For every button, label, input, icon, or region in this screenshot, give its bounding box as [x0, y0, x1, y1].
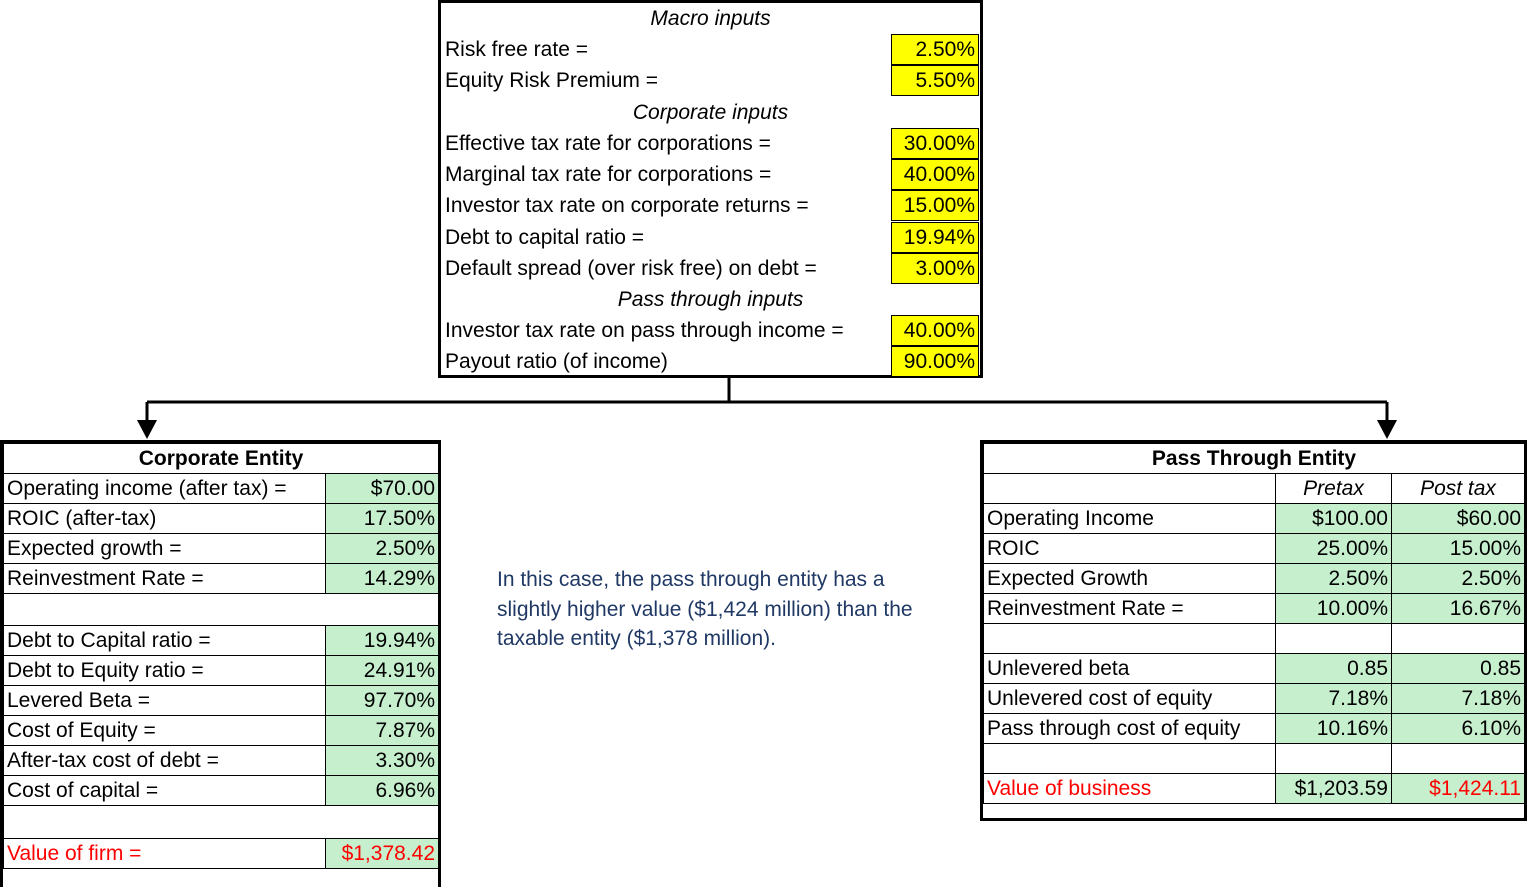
empty-cell: [984, 624, 1276, 654]
pass-through-entity-box: [980, 440, 1527, 821]
row-label: Unlevered beta: [984, 654, 1276, 684]
row-value[interactable]: 7.87%: [326, 716, 439, 746]
pretax-value[interactable]: 0.85: [1276, 654, 1392, 684]
empty-cell: [984, 744, 1276, 774]
row-label: Pass through cost of equity: [984, 714, 1276, 744]
table-row: [984, 684, 1525, 714]
corporate-entity-box: [0, 440, 441, 887]
input-label: Payout ratio (of income): [445, 350, 668, 373]
row-label: After-tax cost of debt =: [4, 746, 326, 776]
value-of-business-label: Value of business: [984, 774, 1276, 804]
row-label: Cost of Equity =: [4, 716, 326, 746]
row-label: ROIC: [984, 534, 1276, 564]
input-value[interactable]: 3.00%: [891, 253, 979, 284]
input-label: Default spread (over risk free) on debt =: [445, 257, 817, 280]
table-row: [4, 776, 439, 806]
row-label: Debt to Equity ratio =: [4, 656, 326, 686]
spacer-row: [4, 806, 439, 839]
posttax-value[interactable]: 7.18%: [1392, 684, 1525, 714]
corporate-entity-table: [3, 443, 439, 869]
input-value[interactable]: 90.00%: [891, 346, 979, 377]
spacer-row: [984, 744, 1525, 774]
table-row: [4, 716, 439, 746]
posttax-value[interactable]: 6.10%: [1392, 714, 1525, 744]
pretax-value[interactable]: 7.18%: [1276, 684, 1392, 714]
table-row: [984, 774, 1525, 804]
row-value[interactable]: $70.00: [326, 474, 439, 504]
pretax-value[interactable]: $100.00: [1276, 504, 1392, 534]
table-row: [4, 534, 439, 564]
pretax-value[interactable]: 10.16%: [1276, 714, 1392, 744]
pretax-value[interactable]: $1,203.59: [1276, 774, 1392, 804]
table-row: [4, 504, 439, 534]
table-row: [984, 714, 1525, 744]
macro-inputs-heading: Macro inputs: [650, 7, 771, 30]
row-label: Expected growth =: [4, 534, 326, 564]
empty-cell: [1392, 624, 1525, 654]
input-label: Debt to capital ratio =: [445, 226, 645, 249]
row-label: Expected Growth: [984, 564, 1276, 594]
pass-through-entity-table: [983, 443, 1525, 804]
header-row: [984, 474, 1525, 504]
input-label: Investor tax rate on corporate returns =: [445, 194, 809, 217]
input-value[interactable]: 19.94%: [891, 222, 979, 253]
row-value[interactable]: 97.70%: [326, 686, 439, 716]
inputs-box: [438, 0, 983, 378]
row-label: Operating Income: [984, 504, 1276, 534]
row-label: Reinvestment Rate =: [984, 594, 1276, 624]
row-value[interactable]: 3.30%: [326, 746, 439, 776]
column-header-posttax: Post tax: [1392, 474, 1525, 504]
row-value[interactable]: 14.29%: [326, 564, 439, 594]
table-row: [984, 594, 1525, 624]
input-value[interactable]: 30.00%: [891, 128, 979, 159]
table-row: [4, 746, 439, 776]
pass-through-inputs-heading: Pass through inputs: [617, 288, 804, 311]
row-value[interactable]: 19.94%: [326, 626, 439, 656]
table-row: [4, 686, 439, 716]
table-row: [4, 474, 439, 504]
table-row: [4, 656, 439, 686]
empty-cell: [4, 594, 439, 626]
input-label: Investor tax rate on pass through income =: [445, 319, 844, 342]
row-label: ROIC (after-tax): [4, 504, 326, 534]
risk-free-input[interactable]: 2.50%: [891, 34, 979, 65]
pretax-value[interactable]: 25.00%: [1276, 534, 1392, 564]
spacer-row: [4, 594, 439, 626]
column-header-pretax: Pretax: [1276, 474, 1392, 504]
table-row: [4, 564, 439, 594]
posttax-value[interactable]: 2.50%: [1392, 564, 1525, 594]
explanatory-note: In this case, the pass through entity has a slightly higher value ($1,424 million) than the taxable entity ($1,378 million).: [497, 568, 913, 650]
table-row: [984, 564, 1525, 594]
input-value[interactable]: 40.00%: [891, 159, 979, 190]
erp-input[interactable]: 5.50%: [891, 65, 979, 96]
row-label: Debt to Capital ratio =: [4, 626, 326, 656]
value-of-firm-value[interactable]: $1,378.42: [326, 839, 439, 869]
input-label: Effective tax rate for corporations =: [445, 132, 771, 155]
posttax-value[interactable]: $1,424.11: [1392, 774, 1525, 804]
input-label: Marginal tax rate for corporations =: [445, 163, 772, 186]
table-row: [984, 504, 1525, 534]
input-value[interactable]: 40.00%: [891, 315, 979, 346]
erp-label: Equity Risk Premium =: [445, 69, 658, 92]
empty-cell: [1392, 744, 1525, 774]
row-label: Levered Beta =: [4, 686, 326, 716]
table-row: [4, 626, 439, 656]
pretax-value[interactable]: 2.50%: [1276, 564, 1392, 594]
row-value[interactable]: 6.96%: [326, 776, 439, 806]
empty-cell: [4, 806, 439, 839]
table-row: [984, 534, 1525, 564]
table-row: [4, 839, 439, 869]
row-value[interactable]: 24.91%: [326, 656, 439, 686]
row-label: Unlevered cost of equity: [984, 684, 1276, 714]
input-value[interactable]: 15.00%: [891, 190, 979, 221]
posttax-value[interactable]: 15.00%: [1392, 534, 1525, 564]
empty-cell: [1276, 624, 1392, 654]
corporate-inputs-heading: Corporate inputs: [632, 101, 789, 124]
row-label: Cost of capital =: [4, 776, 326, 806]
posttax-value[interactable]: $60.00: [1392, 504, 1525, 534]
row-label: Operating income (after tax) =: [4, 474, 326, 504]
posttax-value[interactable]: 16.67%: [1392, 594, 1525, 624]
spacer-row: [984, 624, 1525, 654]
pretax-value[interactable]: 10.00%: [1276, 594, 1392, 624]
row-value[interactable]: 2.50%: [326, 534, 439, 564]
empty-cell: [1276, 744, 1392, 774]
empty-cell: [984, 474, 1276, 504]
row-label: Reinvestment Rate =: [4, 564, 326, 594]
posttax-value[interactable]: 0.85: [1392, 654, 1525, 684]
risk-free-label: Risk free rate =: [445, 38, 588, 61]
value-of-firm-label: Value of firm =: [4, 839, 326, 869]
table-row: [984, 654, 1525, 684]
corporate-entity-title: Corporate Entity: [4, 444, 439, 474]
pass-through-entity-title: Pass Through Entity: [984, 444, 1525, 474]
row-value[interactable]: 17.50%: [326, 504, 439, 534]
